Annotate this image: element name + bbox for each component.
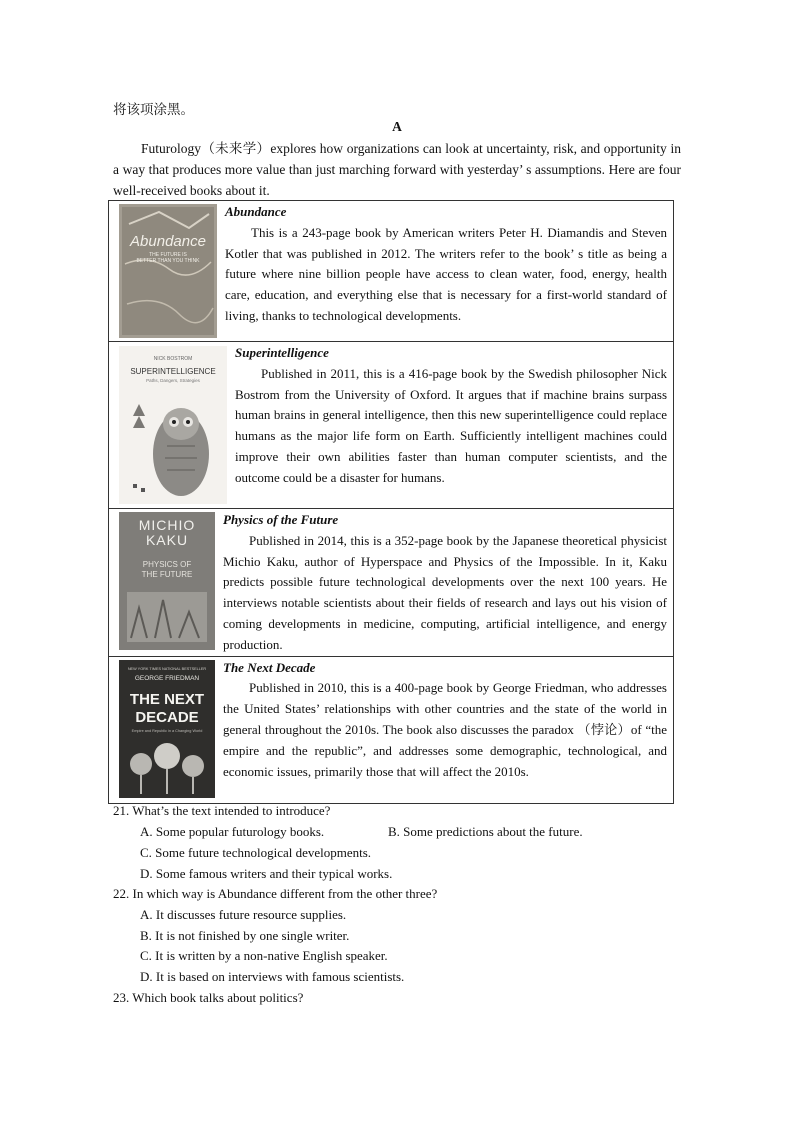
book-title: Abundance (225, 204, 287, 219)
svg-text:DECADE: DECADE (135, 708, 199, 726)
question-23: 23. Which book talks about politics? (113, 990, 304, 1005)
svg-text:NEW YORK TIMES NATIONAL BESTSE: NEW YORK TIMES NATIONAL BESTSELLER (127, 666, 207, 671)
q22-option-c[interactable]: C. It is written by a non-native English speaker. (140, 948, 388, 963)
book-row-superintelligence (109, 342, 674, 509)
svg-text:KAKU: KAKU (145, 532, 189, 548)
physics-of-the-future-cover-image (119, 512, 215, 650)
book-description: This is a 243-page book by American writers Peter H. Diamandis and Steven Kotler that was published in 2012. The writers refer to the book’ s title as being a future where nine billion people have access to clean water, food, energy, health care, education, and everything else that is necessary for a first-world standard of living, thanks to technological developments. (225, 224, 667, 323)
book-description: Published in 2014, this is a 352-page book by the Japanese theoretical physicist Michio Kaku, author of Hyperspace and Physics of the Impossible. In it, Kaku predicts possible future technological developments over the next 100 years. He interviews notable scientists about their fields of research and lays out his vision of coming developments in medicine, computing, artificial intelligence, and energy production. (223, 532, 667, 652)
q21-option-b[interactable]: B. Some predictions about the future. (388, 824, 583, 839)
book-title: Superintelligence (235, 345, 329, 360)
question-21: 21. What’s the text intended to introduce? (113, 803, 331, 818)
intro-paragraph: Futurology（未来学）explores how organizations can look at uncertainty, risk, and opportunity in a way that produces more value than just marching forward with yesterday’ s assumptions. Here are four well-received books about it. (113, 141, 681, 198)
abundance-cover-image (119, 204, 217, 338)
q22-option-d[interactable]: D. It is based on interviews with famous scientists. (140, 969, 405, 984)
book-row-physics-of-the-future (109, 509, 674, 657)
book-description: Published in 2010, this is a 400-page book by George Friedman, who addresses the United States’ relationships with other countries and the state of the world in general throughout the 2010s. The book also discusses the paradox （悖论）of “the empire and the republic”, and addresses some demographic, technological, and economic issues, primarily those that will affect the 2010s. (223, 680, 667, 779)
abundance-cover-title: Abundance (130, 233, 206, 250)
top-note: 将该项涂黑。 (113, 102, 194, 117)
books-table (108, 200, 674, 804)
svg-text:NICK BOSTROM: NICK BOSTROM (153, 356, 193, 362)
book-row-abundance (109, 201, 674, 342)
q22-option-b[interactable]: B. It is not finished by one single writer. (140, 928, 350, 943)
physics-cover-title: PHYSICS OF (142, 560, 192, 569)
book-title: The Next Decade (223, 659, 316, 675)
section-title: A (392, 119, 402, 134)
next-decade-cover-author: GEORGE FRIEDMAN (134, 674, 200, 682)
the-next-decade-cover-image (119, 660, 215, 798)
superintelligence-cover-image (119, 346, 227, 504)
book-row-the-next-decade (109, 656, 674, 803)
q21-option-d[interactable]: D. Some famous writers and their typical works. (140, 866, 393, 881)
q21-option-a[interactable]: A. Some popular futurology books. (140, 824, 325, 839)
q22-option-a[interactable]: A. It discusses future resource supplies. (140, 907, 347, 922)
book-description: Published in 2011, this is a 416-page book by the Swedish philosopher Nick Bostrom from the University of Oxford. It argues that if machine brains surpass human brains in general intelligence, then this new superintelligence could replace humans as the major life form on Earth. Sufficiently intelligent machines could improve their own abilities faster than human computer scientists, and the outcome could be a disaster for humans. (235, 365, 667, 485)
question-22: 22. In which way is Abundance different from the other three? (113, 886, 438, 901)
physics-cover-author: MICHIO (138, 517, 196, 533)
svg-text:Empire and Republic in a Chang: Empire and Republic in a Changing World (131, 728, 203, 733)
superintelligence-cover-title: SUPERINTELLIGENCE (130, 367, 216, 376)
book-title: Physics of the Future (223, 512, 339, 527)
svg-text:THE FUTURE: THE FUTURE (141, 570, 193, 579)
svg-text:THE FUTURE IS: THE FUTURE IS (149, 252, 187, 258)
q21-option-c[interactable]: C. Some future technological developments. (140, 845, 372, 860)
svg-text:BETTER THAN YOU THINK: BETTER THAN YOU THINK (136, 258, 200, 264)
next-decade-cover-title: THE NEXT (129, 690, 205, 708)
svg-text:Paths, Dangers, Strategies: Paths, Dangers, Strategies (146, 378, 200, 383)
